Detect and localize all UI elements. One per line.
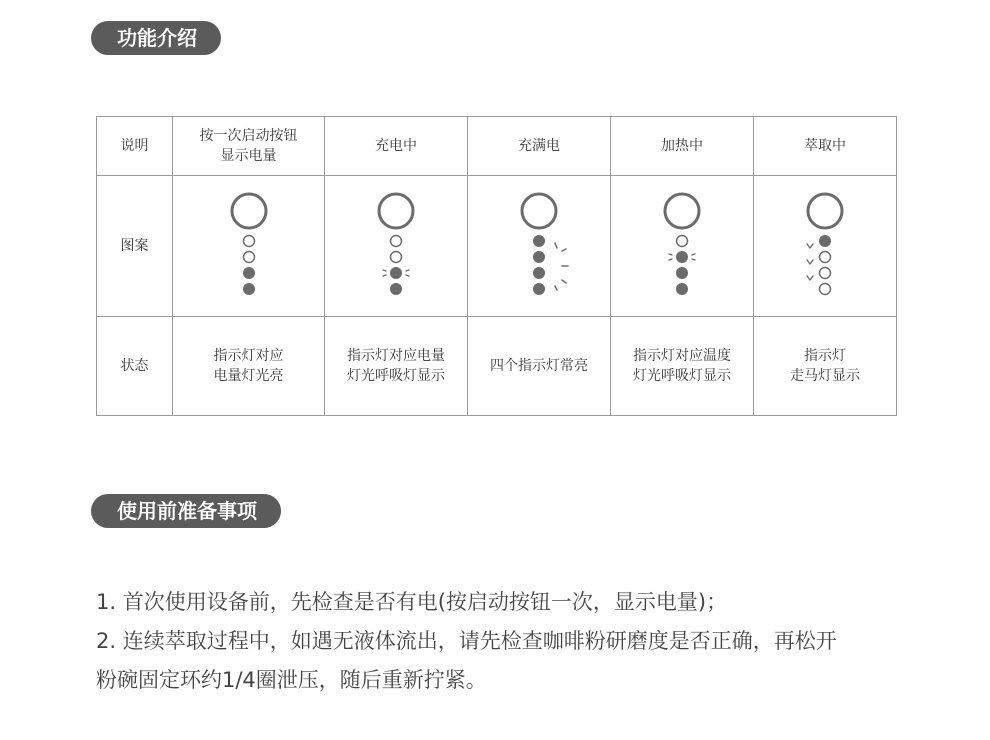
icon-cell-3 (468, 176, 611, 317)
table-row-icons (97, 176, 897, 317)
state-cell-4-line-2: 灯光呼吸灯显示 (633, 368, 731, 384)
state-cell-1-line-1: 指示灯对应 (213, 348, 284, 364)
function-table (96, 116, 897, 416)
section-title-preparation: 使用前准备事项 (91, 494, 281, 528)
icon-cell-5 (754, 176, 897, 317)
header-cell-3: 充满电 (468, 117, 611, 176)
note-line-3: 粉碗固定环约1/4圈泄压，随后重新拧紧。 (96, 668, 487, 692)
row-label-pattern: 图案 (97, 176, 173, 317)
state-cell-2-line-1: 指示灯对应电量 (347, 348, 445, 364)
battery-level-indicator-icon (219, 191, 279, 301)
section-title-function-intro: 功能介绍 (91, 21, 221, 55)
state-cell-4 (611, 317, 754, 416)
header-cell-1 (173, 117, 325, 176)
icon-cell-4 (611, 176, 754, 317)
header-cell-4: 加热中 (611, 117, 754, 176)
preparation-notes (96, 583, 926, 700)
note-line-1: 1. 首次使用设备前，先检查是否有电(按启动按钮一次，显示电量)； (96, 590, 728, 614)
header-cell-2: 充电中 (325, 117, 468, 176)
heating-breathing-indicator-icon (652, 191, 712, 301)
state-cell-2 (325, 317, 468, 416)
table-row-header (97, 117, 897, 176)
header-cell-5: 萃取中 (754, 117, 897, 176)
state-cell-5 (754, 317, 897, 416)
row-label-state: 状态 (97, 317, 173, 416)
state-cell-5-line-2: 走马灯显示 (790, 368, 860, 384)
state-cell-1-line-2: 电量灯光亮 (213, 368, 284, 384)
state-cell-3-line-1: 四个指示灯常亮 (490, 358, 588, 374)
header-cell-1-line-2: 显示电量 (220, 148, 277, 164)
table-row-state (97, 317, 897, 416)
state-cell-3 (468, 317, 611, 416)
row-label-description: 说明 (97, 117, 173, 176)
state-cell-1 (173, 317, 325, 416)
state-cell-4-line-1: 指示灯对应温度 (633, 348, 731, 364)
state-cell-5-line-1: 指示灯 (804, 348, 846, 364)
state-cell-2-line-2: 灯光呼吸灯显示 (347, 368, 445, 384)
extraction-running-light-icon (795, 191, 855, 301)
charging-breathing-indicator-icon (366, 191, 426, 301)
icon-cell-2 (325, 176, 468, 317)
header-cell-1-line-1: 按一次启动按钮 (199, 128, 298, 144)
fully-charged-indicator-icon (509, 191, 569, 301)
icon-cell-1 (173, 176, 325, 317)
note-line-2: 2. 连续萃取过程中，如遇无液体流出，请先检查咖啡粉研磨度是否正确，再松开 (96, 629, 837, 653)
